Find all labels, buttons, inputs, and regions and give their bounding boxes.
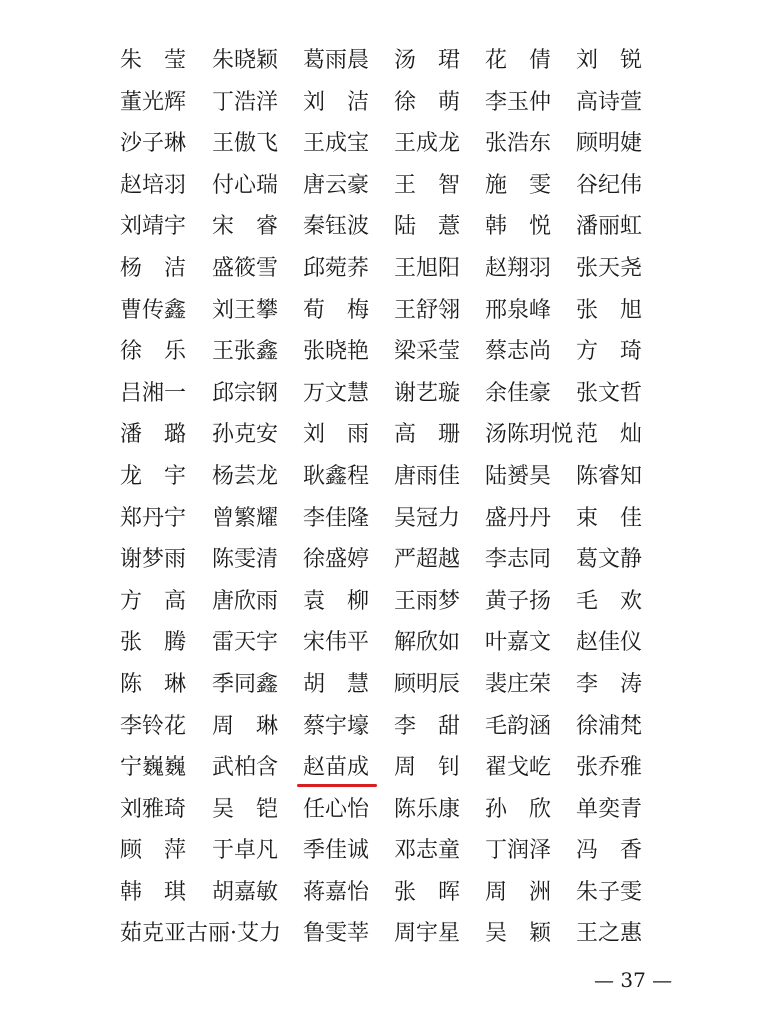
name-entry: 王张鑫 (212, 339, 279, 365)
name-entry: 裴庄荣 (485, 671, 552, 697)
name-entry: 孙欣 (485, 796, 574, 822)
name-entry: 张晖 (394, 879, 483, 905)
name-entry: 秦钰波 (303, 214, 370, 240)
name-entry: 汤珺 (394, 48, 483, 73)
name-entry: 雷天宇 (212, 630, 279, 656)
name-entry: 朱晓颖 (212, 48, 279, 73)
name-entry: 赵培羽 (120, 172, 187, 198)
highlight-underline (297, 784, 377, 787)
name-row (120, 40, 665, 82)
name-entry: 谷纪伟 (576, 172, 643, 198)
name-row (120, 123, 650, 165)
name-entry: 张天尧 (576, 255, 643, 281)
name-entry: 曾繁耀 (212, 505, 279, 531)
name-entry: 袁柳 (303, 588, 392, 614)
name-entry: 赵佳仪 (576, 630, 643, 656)
name-entry: 顾明辰 (394, 671, 461, 697)
name-entry: 王舒翎 (394, 297, 461, 323)
name-entry: 孙克安 (212, 422, 279, 448)
name-entry: 张晓艳 (303, 339, 370, 365)
name-entry: 梁采莹 (394, 339, 461, 365)
name-entry: 赵苗成 (303, 755, 370, 781)
name-entry: 丁润泽 (485, 838, 552, 864)
name-row (120, 913, 650, 955)
name-entry: 李涛 (576, 671, 665, 697)
name-entry: 施雯 (485, 172, 574, 198)
name-entry: 韩琪 (120, 879, 209, 905)
name-entry: 任心怡 (303, 796, 370, 822)
name-entry: 潘璐 (120, 422, 209, 448)
name-entry: 盛筱雪 (212, 255, 279, 281)
name-entry: 方琦 (576, 339, 665, 365)
name-entry: 李铃花 (120, 713, 187, 739)
name-entry: 解欣如 (394, 630, 461, 656)
name-entry: 毛韵涵 (485, 713, 552, 739)
name-entry: 邓志童 (394, 838, 461, 864)
name-entry: 董光辉 (120, 89, 187, 115)
name-entry: 黄子扬 (485, 588, 552, 614)
name-entry: 吕湘一 (120, 380, 187, 406)
name-entry: 丁浩洋 (212, 89, 279, 115)
name-entry: 武柏含 (212, 755, 279, 781)
name-entry: 陆薏 (394, 214, 483, 240)
name-entry: 周钊 (394, 755, 483, 781)
name-entry: 谢艺璇 (394, 380, 461, 406)
name-entry: 顾明婕 (576, 131, 643, 157)
name-row (120, 498, 665, 540)
name-entry: 付心瑞 (212, 172, 279, 198)
name-entry: 沙子琳 (120, 131, 187, 157)
name-entry: 张旭 (576, 297, 665, 323)
name-entry: 徐萌 (394, 89, 483, 115)
name-entry: 邢泉峰 (485, 297, 552, 323)
name-entry: 单奕青 (576, 796, 643, 822)
name-entry: 荀梅 (303, 297, 392, 323)
name-row (120, 539, 650, 581)
name-entry: 刘锐 (576, 48, 665, 73)
name-entry: 刘雨 (303, 422, 392, 448)
name-entry: 盛丹丹 (485, 505, 552, 531)
name-row (120, 248, 650, 290)
name-entry: 张腾 (120, 630, 209, 656)
name-row (120, 622, 650, 664)
name-entry: 邱菀荞 (303, 255, 370, 281)
name-entry: 宁巍巍 (120, 755, 187, 781)
name-entry: 张乔雅 (576, 755, 643, 781)
name-entry: 鲁雯莘 (303, 921, 370, 947)
name-entry: 方高 (120, 588, 209, 614)
name-entry: 王成龙 (394, 131, 461, 157)
name-entry: 周琳 (212, 713, 301, 739)
name-row (120, 456, 650, 498)
name-entry: 葛雨晨 (303, 48, 370, 73)
name-entry: 刘洁 (303, 89, 392, 115)
name-entry: 刘王攀 (212, 297, 279, 323)
name-entry: 周宇星 (394, 921, 461, 947)
name-entry: 唐欣雨 (212, 588, 279, 614)
name-entry: 张浩东 (485, 131, 552, 157)
name-entry: 季佳诚 (303, 838, 370, 864)
name-entry: 李佳隆 (303, 505, 370, 531)
name-entry: 王智 (394, 172, 483, 198)
name-entry: 韩悦 (485, 214, 574, 240)
name-entry: 高珊 (394, 422, 483, 448)
name-entry: 徐盛婷 (303, 547, 370, 573)
name-entry: 冯香 (576, 838, 665, 864)
name-entry: 汤陈玥悦 (485, 422, 574, 448)
name-entry: 王成宝 (303, 131, 370, 157)
name-row (120, 830, 665, 872)
name-row (120, 789, 650, 831)
name-list (120, 40, 665, 955)
name-entry: 翟戈屹 (485, 755, 552, 781)
name-entry: 毛欢 (576, 588, 665, 614)
name-entry: 胡嘉敏 (212, 879, 279, 905)
name-entry: 花倩 (485, 48, 574, 73)
name-row (120, 872, 650, 914)
name-entry: 陈雯清 (212, 547, 279, 573)
page-number: — 37 — (594, 968, 673, 992)
name-row (120, 82, 650, 124)
name-entry: 徐浦梵 (576, 713, 643, 739)
name-entry: 叶嘉文 (485, 630, 552, 656)
name-entry: 蔡宇壕 (303, 713, 370, 739)
name-entry: 李甜 (394, 713, 483, 739)
name-entry: 茹克亚古丽·艾力 (120, 921, 281, 947)
name-entry: 顾萍 (120, 838, 209, 864)
name-row (120, 664, 665, 706)
name-entry: 陆赟昊 (485, 463, 552, 489)
name-entry: 陈睿知 (576, 463, 643, 489)
name-row (120, 373, 650, 415)
name-entry: 刘雅琦 (120, 796, 187, 822)
name-entry: 张文哲 (576, 380, 643, 406)
name-entry: 郑丹宁 (120, 505, 187, 531)
name-entry: 宋伟平 (303, 630, 370, 656)
name-row (120, 581, 665, 623)
name-entry: 高诗萱 (576, 89, 643, 115)
name-entry: 谢梦雨 (120, 547, 187, 573)
name-entry: 于卓凡 (212, 838, 279, 864)
name-entry: 蒋嘉怡 (303, 879, 370, 905)
name-entry: 杨芸龙 (212, 463, 279, 489)
name-entry: 宋睿 (212, 214, 301, 240)
name-entry: 束佳 (576, 505, 665, 531)
name-entry: 周洲 (485, 879, 574, 905)
name-entry: 邱宗钢 (212, 380, 279, 406)
name-entry: 赵翔羽 (485, 255, 552, 281)
name-row (120, 290, 665, 332)
name-entry: 曹传鑫 (120, 297, 187, 323)
name-entry: 潘丽虹 (576, 214, 643, 240)
name-entry: 吴冠力 (394, 505, 461, 531)
name-entry: 朱莹 (120, 48, 209, 73)
name-entry: 陈琳 (120, 671, 209, 697)
name-entry: 余佳豪 (485, 380, 552, 406)
name-entry: 龙宇 (120, 463, 209, 489)
name-row (120, 706, 650, 748)
name-entry: 季同鑫 (212, 671, 279, 697)
name-entry: 王傲飞 (212, 131, 279, 157)
name-entry: 徐乐 (120, 339, 209, 365)
name-entry: 李玉仲 (485, 89, 552, 115)
name-entry: 严超越 (394, 547, 461, 573)
name-entry: 蔡志尚 (485, 339, 552, 365)
name-entry: 陈乐康 (394, 796, 461, 822)
name-entry: 李志同 (485, 547, 552, 573)
name-entry: 范灿 (576, 422, 665, 448)
name-row (120, 331, 665, 373)
name-entry: 唐云豪 (303, 172, 370, 198)
name-row (120, 747, 650, 789)
name-entry: 吴颖 (485, 921, 574, 947)
name-entry: 葛文静 (576, 547, 643, 573)
name-entry: 王雨梦 (394, 588, 461, 614)
name-entry: 刘靖宇 (120, 214, 187, 240)
name-entry: 王旭阳 (394, 255, 461, 281)
name-entry: 万文慧 (303, 380, 370, 406)
name-row (120, 414, 665, 456)
name-entry: 王之惠 (576, 921, 643, 947)
name-entry: 胡慧 (303, 671, 392, 697)
name-entry: 吴铠 (212, 796, 301, 822)
name-entry: 朱子雯 (576, 879, 643, 905)
name-row (120, 165, 650, 207)
name-row (120, 206, 650, 248)
name-entry: 耿鑫程 (303, 463, 370, 489)
name-entry: 唐雨佳 (394, 463, 461, 489)
name-entry: 杨洁 (120, 255, 209, 281)
